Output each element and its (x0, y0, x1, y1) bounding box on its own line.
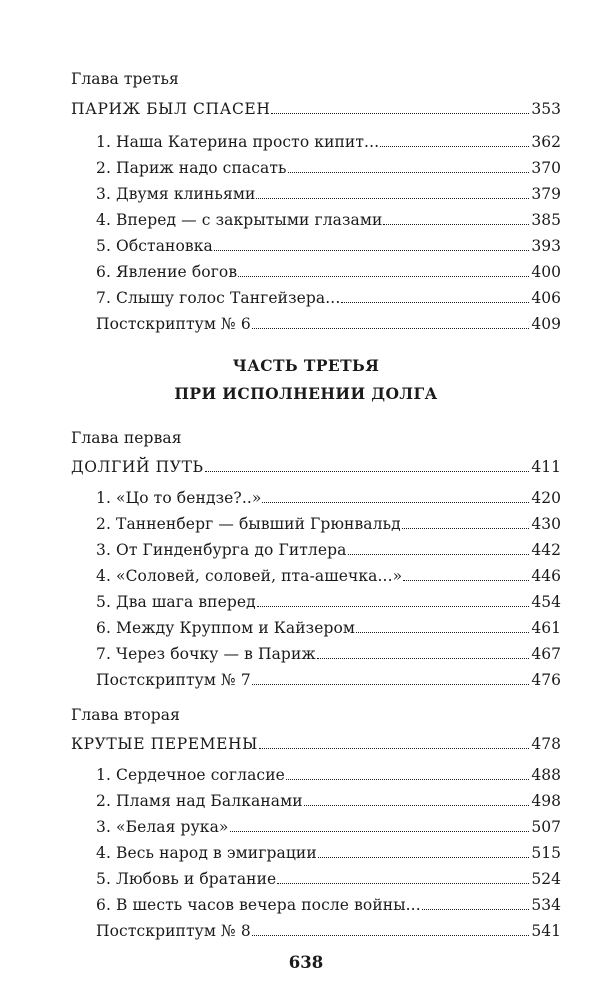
toc-entry-title: 5. Любовь и братание (96, 870, 277, 888)
toc-entry-row (96, 643, 561, 665)
toc-chapter-title-row (71, 733, 561, 755)
toc-page-number: 353 (531, 100, 561, 118)
toc-entry-row (96, 591, 561, 613)
toc-page-number: 476 (531, 671, 561, 689)
dot-leader (259, 748, 529, 749)
toc-entry-title: 6. Между Круппом и Кайзером (96, 619, 356, 637)
toc-entry-title: Постскриптум № 8 (96, 922, 251, 940)
dot-leader (348, 554, 530, 555)
toc-entry-row (96, 209, 561, 231)
toc-entry-title: Постскриптум № 7 (96, 671, 251, 689)
dot-leader (318, 857, 530, 858)
dot-leader (238, 276, 529, 277)
toc-entry-title: 4. Весь народ в эмиграции (96, 844, 317, 862)
dot-leader (402, 528, 530, 529)
toc-entry-row (96, 131, 561, 153)
part-heading-line2: ПРИ ИСПОЛНЕНИИ ДОЛГА (174, 384, 438, 403)
toc-entry-row (96, 539, 561, 561)
toc-entry-title: Постскриптум № 6 (96, 315, 251, 333)
toc-entry-row (96, 790, 561, 812)
toc-entry-title: 4. Вперед — с закрытыми глазами (96, 211, 383, 229)
dot-leader (383, 224, 529, 225)
toc-entry-title: 7. Слышу голос Тангейзера... (96, 289, 341, 307)
toc-entry-title: 3. Двумя клиньями (96, 185, 256, 203)
dot-leader (277, 883, 529, 884)
toc-page-number: 370 (531, 159, 561, 177)
toc-entry-row (96, 617, 561, 639)
toc-page-number: 478 (531, 735, 561, 753)
toc-page-number: 362 (531, 133, 561, 151)
dot-leader (317, 658, 530, 659)
dot-leader (262, 502, 529, 503)
dot-leader (380, 146, 529, 147)
toc-entry-row (96, 183, 561, 205)
toc-page-number: 541 (531, 922, 561, 940)
toc-page-number: 467 (531, 645, 561, 663)
dot-leader (288, 172, 530, 173)
toc-page-number: 498 (531, 792, 561, 810)
toc-chapter-title-row (71, 98, 561, 120)
toc-entry-title: 5. Обстановка (96, 237, 213, 255)
dot-leader (257, 606, 530, 607)
toc-entry-row (96, 920, 561, 942)
toc-entry-row (96, 669, 561, 691)
toc-entry-title: 2. Пламя над Балканами (96, 792, 303, 810)
toc-entry-row (96, 157, 561, 179)
toc-page-number: 411 (531, 458, 561, 476)
toc-page-number: 488 (531, 766, 561, 784)
toc-page-number: 393 (531, 237, 561, 255)
toc-entry-row (96, 235, 561, 257)
toc-page-number: 507 (531, 818, 561, 836)
toc-page-number: 534 (531, 896, 561, 914)
toc-page-number: 524 (531, 870, 561, 888)
toc-page-number: 442 (531, 541, 561, 559)
toc-page-number: 446 (531, 567, 561, 585)
toc-entry-row (96, 894, 561, 916)
dot-leader (205, 471, 530, 472)
toc-entry-title: 6. Явление богов (96, 263, 238, 281)
chapter-label: Глава первая (71, 429, 182, 447)
toc-page-number: 385 (531, 211, 561, 229)
dot-leader (403, 580, 529, 581)
toc-entry-title: 2. Танненберг — бывший Грюнвальд (96, 515, 401, 533)
toc-chapter-title-row (71, 456, 561, 478)
toc-entry-title: КРУТЫЕ ПЕРЕМЕНЫ (71, 735, 258, 753)
dot-leader (341, 302, 529, 303)
toc-entry-title: 6. В шесть часов вечера после войны... (96, 896, 421, 914)
toc-entry-row (96, 513, 561, 535)
toc-entry-title: 1. Наша Катерина просто кипит... (96, 133, 380, 151)
toc-entry-row (96, 313, 561, 335)
toc-entry-row (96, 764, 561, 786)
page-number: 638 (288, 953, 324, 972)
toc-entry-title: 1. «Цо то бендзе?..» (96, 489, 262, 507)
toc-page-number: 400 (531, 263, 561, 281)
dot-leader (356, 632, 529, 633)
toc-entry-row (96, 487, 561, 509)
chapter-label: Глава третья (71, 70, 179, 88)
toc-page-number: 379 (531, 185, 561, 203)
chapter-label: Глава вторая (71, 706, 181, 724)
toc-entry-title: 5. Два шага вперед (96, 593, 256, 611)
toc-entry-title: ПАРИЖ БЫЛ СПАСЕН (71, 100, 271, 118)
dot-leader (252, 328, 530, 329)
toc-page-number: 420 (531, 489, 561, 507)
dot-leader (230, 831, 530, 832)
dot-leader (214, 250, 530, 251)
toc-page-number: 409 (531, 315, 561, 333)
toc-page-number: 515 (531, 844, 561, 862)
toc-entry-row (96, 868, 561, 890)
dot-leader (252, 684, 530, 685)
part-heading-line1: ЧАСТЬ ТРЕТЬЯ (232, 356, 380, 375)
dot-leader (252, 935, 530, 936)
toc-entry-row (96, 261, 561, 283)
toc-page-number: 430 (531, 515, 561, 533)
dot-leader (422, 909, 530, 910)
toc-entry-row (96, 287, 561, 309)
toc-entry-title: 2. Париж надо спасать (96, 159, 287, 177)
toc-page-number: 406 (531, 289, 561, 307)
toc-entry-row (96, 842, 561, 864)
toc-entry-row (96, 565, 561, 587)
toc-entry-title: ДОЛГИЙ ПУТЬ (71, 458, 204, 476)
toc-entry-title: 1. Сердечное согласие (96, 766, 285, 784)
dot-leader (256, 198, 529, 199)
dot-leader (286, 779, 530, 780)
toc-entry-title: 3. От Гинденбурга до Гитлера (96, 541, 347, 559)
toc-page-number: 454 (531, 593, 561, 611)
toc-entry-title: 3. «Белая рука» (96, 818, 229, 836)
dot-leader (271, 113, 529, 114)
dot-leader (304, 805, 530, 806)
toc-entry-row (96, 816, 561, 838)
toc-entry-title: 7. Через бочку — в Париж (96, 645, 316, 663)
toc-page-number: 461 (531, 619, 561, 637)
toc-entry-title: 4. «Соловей, соловей, пта-ашечка...» (96, 567, 403, 585)
